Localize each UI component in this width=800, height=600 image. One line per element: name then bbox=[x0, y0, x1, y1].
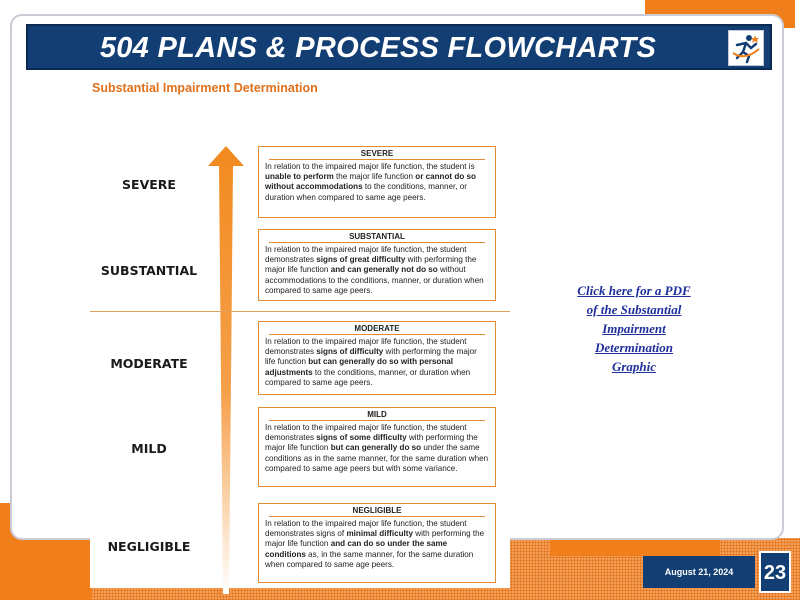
pdf-link-line: Determination bbox=[594, 340, 673, 355]
description-text: with performing the major life function bbox=[265, 433, 478, 453]
level-box-description bbox=[265, 519, 489, 570]
description-text: as, in the same manner, for the same duration when compared to same age peers. bbox=[265, 549, 474, 569]
emphasis-text: and can do so under the same conditions bbox=[265, 539, 448, 559]
section-subtitle: Substantial Impairment Determination bbox=[92, 81, 318, 95]
level-box-heading: MILD bbox=[269, 410, 485, 421]
level-label-mild: MILD bbox=[131, 441, 167, 456]
level-label-moderate: MODERATE bbox=[110, 356, 188, 371]
slide-title: 504 PLANS & PROCESS FLOWCHARTS bbox=[99, 32, 657, 64]
pdf-link-line: Impairment bbox=[602, 321, 666, 336]
emphasis-text: signs of difficulty bbox=[316, 347, 384, 357]
impairment-graphic bbox=[90, 140, 510, 588]
description-text: In relation to the impaired major life function, the student demonstrates signs of bbox=[265, 519, 467, 539]
level-box-negligible bbox=[258, 503, 496, 583]
description-text: with performing the major life function bbox=[265, 255, 477, 275]
emphasis-text: signs of great difficulty bbox=[316, 255, 406, 265]
emphasis-text: unable to perform bbox=[265, 172, 334, 182]
description-text: with performing the major life function bbox=[265, 529, 485, 549]
level-box-substantial bbox=[258, 229, 496, 301]
title-bar bbox=[26, 24, 772, 70]
page-number: 23 bbox=[759, 551, 791, 593]
level-box-mild bbox=[258, 407, 496, 487]
description-text: with performing the major life function bbox=[265, 347, 477, 367]
emphasis-text: minimal difficulty bbox=[346, 529, 413, 539]
runner-logo-icon bbox=[728, 30, 764, 66]
level-box-heading: SUBSTANTIAL bbox=[269, 232, 485, 243]
severity-arrow-icon bbox=[206, 146, 246, 594]
description-text: to the conditions, manner, or duration when compared to same age peers. bbox=[265, 367, 471, 387]
description-text: In relation to the impaired major life function, the student is bbox=[265, 162, 475, 171]
description-text: In relation to the impaired major life function, the student demonstrates bbox=[265, 245, 467, 265]
description-text: without accommodations to the conditions, manner, or duration when compared to same age peers. bbox=[265, 265, 484, 295]
level-label-severe: SEVERE bbox=[122, 177, 176, 192]
emphasis-text: and can generally not do so bbox=[330, 265, 438, 275]
pdf-graphic-link[interactable] bbox=[560, 281, 708, 376]
emphasis-text: but can generally do so with personal adjustments bbox=[265, 357, 454, 377]
level-box-description bbox=[265, 423, 489, 474]
substantial-threshold-divider bbox=[90, 311, 510, 312]
level-box-description bbox=[265, 162, 489, 203]
level-box-severe bbox=[258, 146, 496, 218]
description-text: In relation to the impaired major life function, the student demonstrates bbox=[265, 423, 467, 443]
level-box-description bbox=[265, 245, 489, 296]
description-text: In relation to the impaired major life function, the student demonstrates bbox=[265, 337, 467, 357]
pdf-link-line: Click here for a PDF bbox=[577, 283, 691, 298]
level-box-description bbox=[265, 337, 489, 388]
pdf-link-line: Graphic bbox=[611, 359, 657, 374]
emphasis-text: signs of some difficulty bbox=[316, 433, 407, 443]
pdf-link-line: of the Substantial bbox=[586, 302, 682, 317]
description-text: under the same conditions as in the same manner, for the same duration when compared to same age peers but with some variance. bbox=[265, 443, 489, 473]
emphasis-text: but can generally do so bbox=[330, 443, 422, 453]
description-text: to the conditions, manner, or duration when compared to same age peers. bbox=[265, 182, 467, 202]
level-label-substantial: SUBSTANTIAL bbox=[100, 263, 198, 278]
level-box-moderate bbox=[258, 321, 496, 395]
level-box-heading: MODERATE bbox=[269, 324, 485, 335]
level-box-heading: NEGLIGIBLE bbox=[269, 506, 485, 517]
level-box-heading: SEVERE bbox=[269, 149, 485, 160]
slide-date: August 21, 2024 bbox=[643, 556, 755, 588]
level-label-negligible: NEGLIGIBLE bbox=[107, 539, 191, 554]
description-text: the major life function bbox=[333, 172, 416, 182]
emphasis-text: or cannot do so without accommodations bbox=[265, 172, 476, 192]
